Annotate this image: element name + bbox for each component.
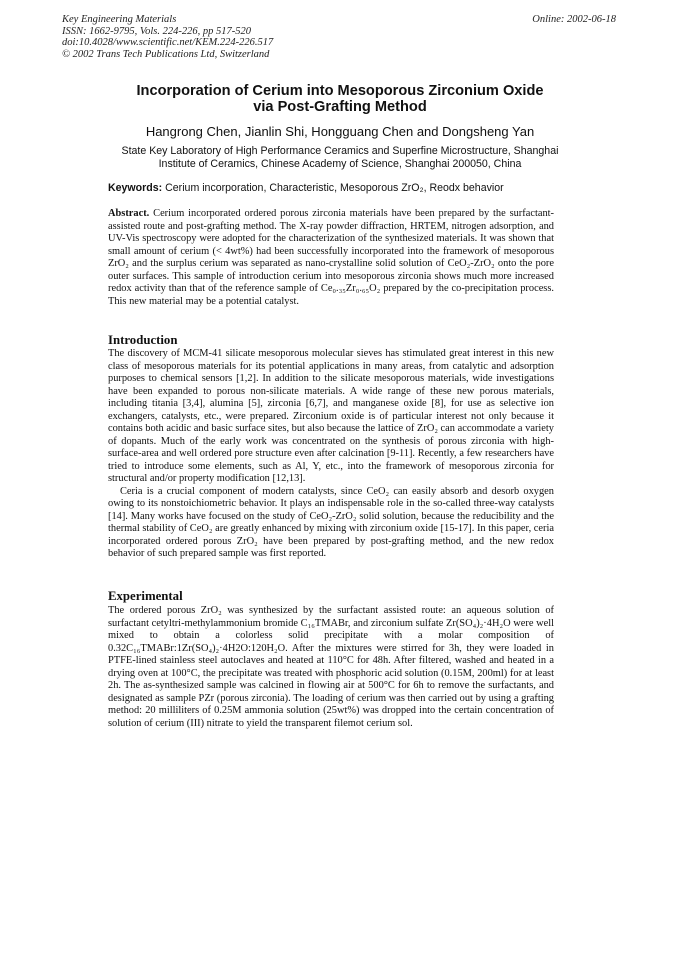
experimental-paragraph-1: The ordered porous ZrO₂ was synthesized by the surfactant assisted route: an aqueous solution of surfactant cetyltri-methylammonium bromide C₁₆TMABr, and zirconium sulfate Zr(SO₄)₂·4H₂O were well mixed to obtain a colorless solid precipitate with a molar composition of 0.32C₁₆TMABr:1Zr(SO₄)₂·4H2O:120H₂O. After the mixtures were stirred for 3h, they were loaded in PTFE-lined stainless steel autoclaves and heated at 110°C for 48h. After filtered, washed and heated in a drying oven at 100°C, the precipitate was treated with phosphoric acid solution (0.15M, 200ml) for at least 2h. The as-synthesized sample was calcined in flowing air at 500°C for 6h to remove the surfactants, and designated as sample PZr (porous zirconia). The loading of cerium was then carried out by using a grafting method: 20 milliliters of 0.25M ammonia solution (25wt%) was dropped into the certain concentration of solution of cerium (III) nitrate to yield the transparent filemot cerium sol. [108, 605, 554, 729]
affiliation-line-1: State Key Laboratory of High Performance Ceramics and Superfine Microstructure, Shanghai [121, 145, 559, 157]
intro-section [108, 348, 554, 561]
affiliation [105, 145, 575, 170]
affiliation-line-2: Institute of Ceramics, Chinese Academy of Science, Shanghai 200050, China [158, 157, 522, 170]
abstract [108, 208, 554, 308]
journal-meta [62, 14, 273, 60]
copyright-line: © 2002 Trans Tech Publications Ltd, Switzerland [62, 48, 270, 60]
keywords-text: Cerium incorporation, Characteristic, Mesoporous ZrO₂, Reodx behavior [165, 182, 504, 194]
title-line-2: via Post-Grafting Method [253, 99, 427, 115]
experimental-heading: Experimental [108, 589, 183, 603]
paper-title [70, 83, 610, 115]
authors: Hangrong Chen, Jianlin Shi, Hongguang Chen and Dongsheng Yan [145, 124, 535, 139]
intro-paragraph-1: The discovery of MCM-41 silicate mesoporous molecular sieves has stimulated great interest in this new class of mesoporous materials for its potential applications in many areas, from catalytic and adsorption purposes to chemical sensors [1,2]. In addition to the silicate mesoporous materials, wide investigations have been expanded to porous non-silicate materials. A wide range of these new porous materials, including titania [3,4], alumina [5], zirconia [6,7], and manganese oxide [8], for use as selective ion exchangers, catalysts, etc., were prepared. Zirconium oxide is of particular interest not only because it contains both acidic and basic surface sites, but also because the lattice of ZrO₂ can accommodate a variety of dopants. Much of the early work was concentrated on the synthesis of porous zirconia with high-surface-area and well ordered pore structure even after calcination [9-11]. Recently, a few researchers have tried to introduce some elements, such as Al, Y, etc., into the framework of mesoporous zirconia for structural and/or property modification [12,13]. [108, 348, 554, 484]
intro-heading: Introduction [108, 333, 178, 347]
online-date: Online: 2002-06-18 [532, 14, 616, 25]
title-line-1: Incorporation of Cerium into Mesoporous Zirconium Oxide [136, 83, 544, 99]
abstract-label: Abstract. [108, 208, 150, 219]
keywords-label: Keywords: [108, 182, 163, 194]
journal-name: Key Engineering Materials [62, 14, 177, 25]
doi-line: doi:10.4028/www.scientific.net/KEM.224-226.517 [62, 37, 274, 48]
abstract-text: Cerium incorporated ordered porous zirconia materials have been prepared by the surfactant-assisted route and post-grafting method. The X-ray powder diffraction, HRTEM, nitrogen adsorption, and UV-Vis spectroscopy were adopted for the characterization of the synthesized materials. It was shown that small amount of cerium (< 4wt%) had been successfully incorporated into the framework of mesoporous ZrO₂ and the surplus cerium was separated as nano-crystalline solid solution of CeO₂-ZrO₂ onto the pore outer surfaces. This sample of introduction cerium into mesoporous zirconia shows much more increased redox activity than that of the reference sample of Ce₀.₃₅Zr₀.₆₅O₂ prepared by the co-precipitation process. This new material may be a potential catalyst. [108, 208, 554, 307]
intro-paragraph-2: Ceria is a crucial component of modern catalysts, since CeO₂ can easily absorb and desorb oxygen owing to its nonstoichiometric behavior. It plays an indispensable role in the so-called three-way catalysts [14]. Many works have focused on the study of CeO₂-ZrO₂ solid solution, because the reducibility and the thermal stability of CeO₂ are greatly enhanced by mixing with zirconium oxide [15-17]. In this paper, ceria incorporated ordered porous ZrO₂ have been prepared by post-grafting method, and the new redox behavior of such prepared sample was first reported. [108, 485, 554, 559]
keywords [108, 182, 578, 194]
issn-line: ISSN: 1662-9795, Vols. 224-226, pp 517-520 [62, 25, 251, 37]
experimental-section [108, 605, 554, 730]
